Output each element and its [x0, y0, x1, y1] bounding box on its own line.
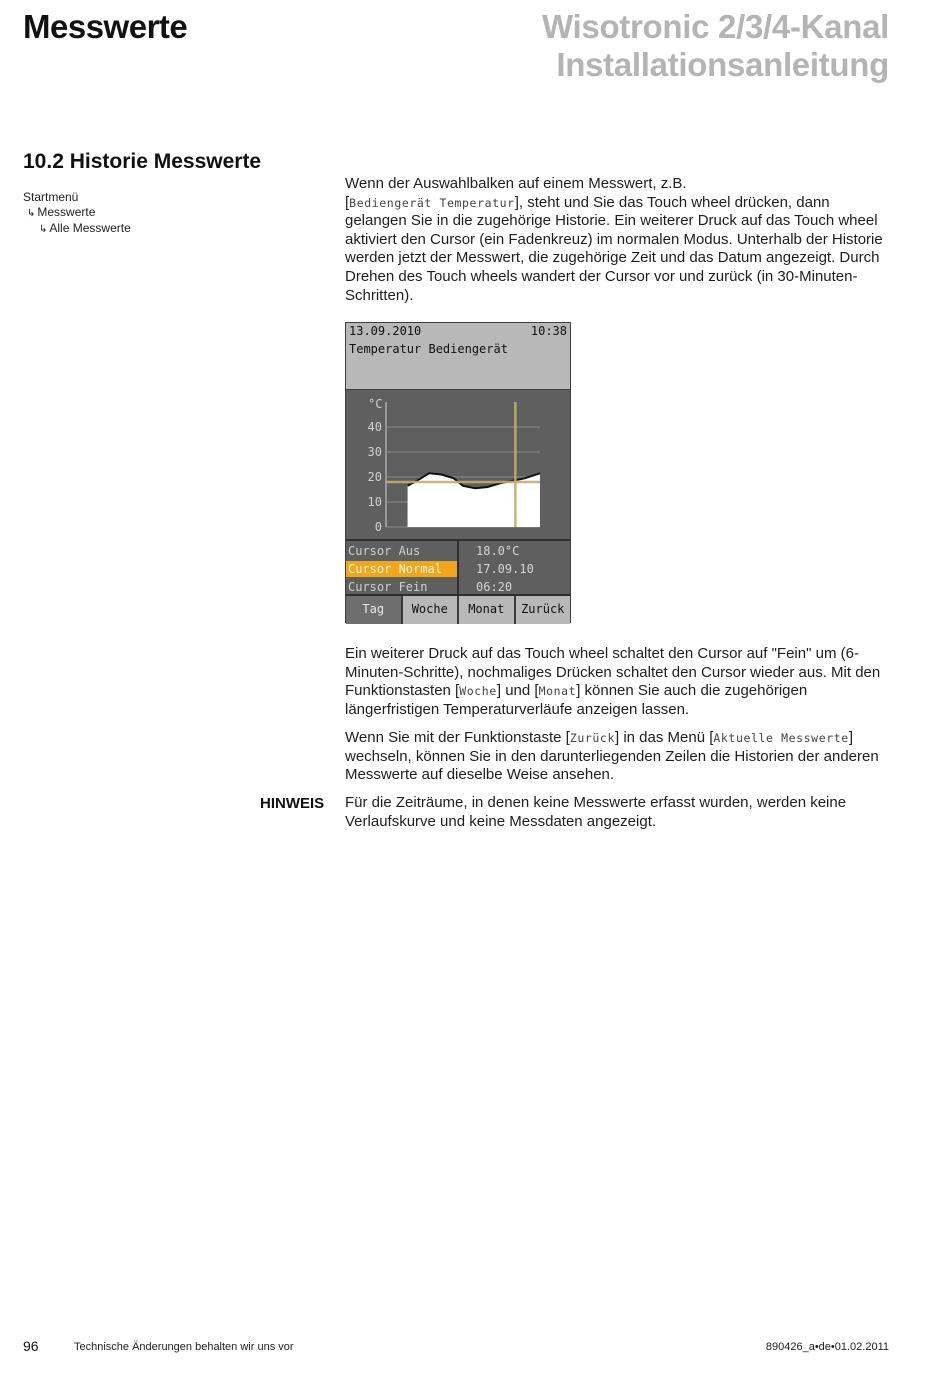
text: Ein weiterer Druck auf das Touch wheel schaltet den Cursor auf "Fein" um (6-Minuten-Schritte), nochmaliges Drücken schaltet den Cursor wieder aus. Mit den Funktionstasten [: [345, 645, 881, 700]
note-text: Für die Zeiträume, in denen keine Messwerte erfasst wurden, werden keine Verlaufskurve und keine Messdaten angezeigt.: [345, 794, 847, 830]
cursor-date: 17.09.10: [476, 562, 534, 576]
breadcrumb-label: Messwerte: [37, 204, 96, 219]
text: ] und [: [496, 682, 539, 700]
header-section-title: Messwerte: [23, 8, 188, 45]
display-time: 10:38: [530, 324, 567, 338]
header-title-line1: Wisotronic 2/3/4-Kanal: [541, 8, 889, 45]
text: [: [345, 193, 350, 211]
header-product-title: [542, 8, 889, 84]
footer-doc-id: 890426_a•de•01.02.2011: [765, 1341, 889, 1353]
function-key-bar: [346, 594, 570, 624]
paragraph-cursor-fine: [345, 645, 890, 719]
cursor-time: 06:20: [476, 580, 513, 594]
y-tick-label: 40: [367, 420, 382, 434]
cursor-values: [476, 543, 534, 597]
y-tick-label: 30: [367, 445, 382, 459]
text: ], steht und Sie das Touch wheel drücken, dann gelangen Sie in die zugehörige Historie. Ein weiterer Druck auf das Touch wheel aktiviert den Cursor (ein Fadenkreuz) im normalen Modus. Unterhalb der Historie werden jetzt der Messwert, die zugehörige Zeit und das Datum angezeigt. Durch Drehen des Touch wheels wandert der Cursor vor und zurück (in 30-Minuten-Schritten).: [345, 193, 883, 304]
breadcrumb-item-start: Startmenü: [23, 190, 79, 204]
display-text-code: Aktuelle Messwerte: [713, 731, 849, 745]
section-heading: 10.2 Historie Messwerte: [23, 150, 262, 173]
breadcrumb-item-messwerte: [23, 205, 131, 222]
text: ] können Sie auch die zugehörigen längerfristigen Temperaturverläufe anzeigen lassen.: [345, 682, 808, 718]
display-date: 13.09.2010: [349, 324, 422, 338]
display-sensor-name: Temperatur Bediengerät: [349, 342, 508, 356]
device-display: [345, 322, 571, 623]
breadcrumb: [23, 190, 131, 238]
paragraph-intro: [345, 175, 890, 305]
history-chart: [346, 390, 570, 538]
cursor-status-panel: [346, 539, 570, 595]
text: ] wechseln, können Sie in den darunterliegenden Zeilen die Historien der anderen Messwerte auf dieselbe Weise ansehen.: [345, 729, 879, 784]
zurueck-button[interactable]: Zurück: [514, 596, 571, 624]
text: Wenn der Auswahlbalken auf einem Messwert, z.B.: [345, 175, 687, 192]
y-tick-label: 20: [367, 470, 382, 484]
note-label: HINWEIS: [260, 795, 325, 812]
paragraph-back-menu: [345, 729, 890, 785]
text: ] in das Menü [: [614, 729, 714, 746]
submenu-arrow-icon: ↳: [39, 224, 48, 235]
header-title-line2: Installationsanleitung: [556, 46, 889, 83]
display-header: [346, 323, 570, 390]
divider: [457, 541, 459, 595]
y-tick-label: 10: [367, 495, 382, 509]
y-axis-unit: °C: [368, 397, 383, 411]
display-text-code: Zurück: [569, 731, 615, 745]
display-text-code: Monat: [538, 684, 577, 699]
submenu-arrow-icon: ↳: [27, 207, 36, 219]
cursor-value: 18.0°C: [476, 544, 520, 558]
cursor-mode-fein[interactable]: Cursor Fein: [346, 579, 457, 595]
monat-button[interactable]: Monat: [457, 596, 514, 624]
cursor-mode-normal[interactable]: Cursor Normal: [346, 561, 457, 577]
y-tick-label: 0: [374, 520, 382, 534]
page-number: 96: [23, 1338, 39, 1354]
breadcrumb-label: Alle Messwerte: [49, 221, 131, 235]
woche-button[interactable]: Woche: [401, 596, 458, 624]
display-text-code: Bediengerät Temperatur: [349, 195, 515, 210]
breadcrumb-item-alle-messwerte: [23, 221, 131, 238]
display-text-code: Woche: [459, 684, 497, 699]
cursor-mode-aus[interactable]: Cursor Aus: [346, 543, 457, 559]
cursor-mode-list: [346, 543, 457, 597]
text: Wenn Sie mit der Funktionstaste [: [345, 729, 570, 746]
footer-note: Technische Änderungen behalten wir uns vor: [74, 1341, 294, 1353]
tag-button[interactable]: Tag: [346, 596, 401, 624]
